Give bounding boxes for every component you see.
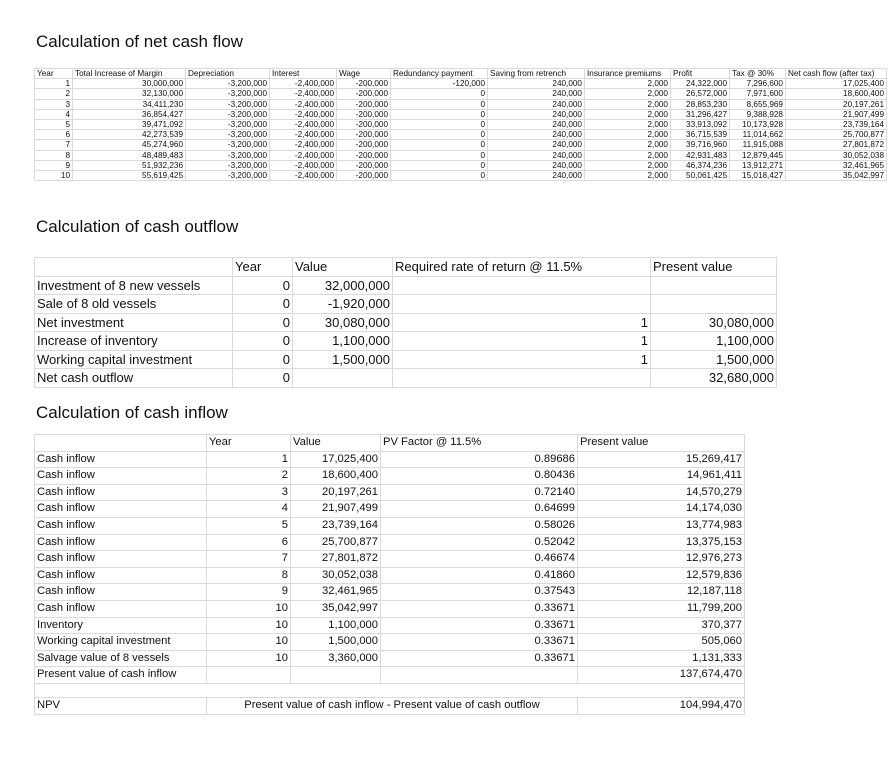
spacer-cell [35,683,745,697]
table-cell: 0.64699 [381,501,578,518]
table-cell: 34,411,230 [73,99,186,109]
table-cell: 1,500,000 [291,634,381,651]
table-cell: 1 [35,79,73,89]
table-cell [381,667,578,684]
table-row [35,567,745,584]
table-cell: 240,000 [488,79,585,89]
column-header: Present value [651,258,777,277]
table-cell: -2,400,000 [270,130,337,140]
table-row [35,551,745,568]
table-cell: 30,052,038 [786,150,887,160]
table-cell: 1,100,000 [293,332,393,351]
table-cell: -1,920,000 [293,295,393,314]
column-header [35,258,233,277]
row-label: Present value of cash inflow [35,667,207,684]
table-cell: 10,173,928 [730,120,786,130]
table-cell: 25,700,877 [786,130,887,140]
table-cell: -200,000 [337,120,391,130]
table-row [35,130,887,140]
table-cell [293,369,393,388]
table-cell: 0.37543 [381,584,578,601]
table-cell [393,276,651,295]
table-cell: 0.58026 [381,517,578,534]
table-cell: 0 [391,160,488,170]
row-label: Cash inflow [35,501,207,518]
table-cell: 18,600,400 [786,89,887,99]
table-cell: 12,976,273 [578,551,745,568]
table-cell: 12,879,445 [730,150,786,160]
table-row [35,584,745,601]
table-row [35,171,887,181]
table-cell: -2,400,000 [270,150,337,160]
table-row [35,451,745,468]
row-label: Investment of 8 new vessels [35,276,233,295]
table-cell: 32,680,000 [651,369,777,388]
table-cell: 9,388,928 [730,109,786,119]
table-cell: 20,197,261 [291,484,381,501]
table-cell: 3 [35,99,73,109]
table-cell: 0.89686 [381,451,578,468]
table-cell: 32,000,000 [293,276,393,295]
table-cell [393,295,651,314]
row-label: Working capital investment [35,634,207,651]
table-row [35,600,745,617]
table-row [35,369,777,388]
table-cell: 3 [207,484,291,501]
table-cell: 6 [207,534,291,551]
row-label: Cash inflow [35,451,207,468]
table-cell: 0.72140 [381,484,578,501]
row-label: Increase of inventory [35,332,233,351]
table-cell: 0 [391,171,488,181]
table-cell: 17,025,400 [786,79,887,89]
table-cell: 2,000 [585,99,671,109]
table-cell: 370,377 [578,617,745,634]
table-cell: 7 [207,551,291,568]
table-cell: 2,000 [585,120,671,130]
table-cell: 15,018,427 [730,171,786,181]
table-cell: -3,200,000 [186,171,270,181]
table-cell: 2,000 [585,109,671,119]
table-cell: 9 [207,584,291,601]
row-label: Cash inflow [35,600,207,617]
table-cell: 30,000,000 [73,79,186,89]
table-cell: -2,400,000 [270,171,337,181]
table-cell: 30,052,038 [291,567,381,584]
table-cell: 42,273,539 [73,130,186,140]
table-cell: 51,932,236 [73,160,186,170]
table-cell: -200,000 [337,79,391,89]
table-cell: 10 [207,600,291,617]
table-cell: 0 [233,369,293,388]
table-cell: -200,000 [337,130,391,140]
row-label: Cash inflow [35,468,207,485]
table-cell: 46,374,236 [671,160,730,170]
table-cell: -120,000 [391,79,488,89]
table-cell: 0 [233,350,293,369]
column-header: Year [207,435,291,452]
table-row [35,89,887,99]
table-cell: -2,400,000 [270,99,337,109]
table-cell: -3,200,000 [186,99,270,109]
table-cell: 2,000 [585,171,671,181]
table-cell: 13,912,271 [730,160,786,170]
table-cell: 11,915,088 [730,140,786,150]
table-cell: -3,200,000 [186,109,270,119]
table-cell [651,295,777,314]
table-cell: 2,000 [585,89,671,99]
table-cell: 0 [233,295,293,314]
table-cell: -2,400,000 [270,140,337,150]
table-cell: 0.80436 [381,468,578,485]
table-cell: 33,913,092 [671,120,730,130]
table-cell: 2,000 [585,79,671,89]
table-cell: 39,716,960 [671,140,730,150]
table-cell: 10 [35,171,73,181]
table-row [35,501,745,518]
table-cell: 35,042,997 [291,600,381,617]
table-cell: 32,461,965 [291,584,381,601]
column-header: Net cash flow (after tax) [786,69,887,79]
table-cell: 1,500,000 [293,350,393,369]
cash-outflow-title: Calculation of cash outflow [36,217,239,236]
column-header: Value [291,435,381,452]
table-row [35,332,777,351]
table-cell: 48,489,483 [73,150,186,160]
table-cell: 0 [391,130,488,140]
table-cell: -200,000 [337,89,391,99]
table-row [35,150,887,160]
table-cell: 31,296,427 [671,109,730,119]
table-cell: 1 [393,313,651,332]
table-cell: 18,600,400 [291,468,381,485]
table-cell: -200,000 [337,171,391,181]
table-cell: 32,461,965 [786,160,887,170]
table-cell: 32,130,000 [73,89,186,99]
table-row [35,617,745,634]
column-header: Profit [671,69,730,79]
table-cell: 7,971,600 [730,89,786,99]
table-cell: 2,000 [585,150,671,160]
table-cell: 26,572,000 [671,89,730,99]
table-cell: 0 [391,120,488,130]
table-cell: -3,200,000 [186,150,270,160]
column-header: Tax @ 30% [730,69,786,79]
cash-inflow-header-row [35,435,745,452]
table-cell: 13,375,153 [578,534,745,551]
table-cell: 28,853,230 [671,99,730,109]
row-label: Salvage value of 8 vessels [35,650,207,667]
table-cell: 8 [35,150,73,160]
table-cell: 24,322,000 [671,79,730,89]
table-cell: 0.52042 [381,534,578,551]
table-cell: 42,931,483 [671,150,730,160]
table-cell: 21,907,499 [786,109,887,119]
column-header: Required rate of return @ 11.5% [393,258,651,277]
table-row [35,140,887,150]
npv-formula: Present value of cash inflow - Present value of cash outflow [207,697,578,714]
column-header: Value [293,258,393,277]
row-label: Cash inflow [35,551,207,568]
table-cell: -3,200,000 [186,160,270,170]
table-cell: 35,042,997 [786,171,887,181]
table-cell: 1 [393,350,651,369]
table-cell: 25,700,877 [291,534,381,551]
table-cell: 27,801,872 [786,140,887,150]
table-cell: 2,000 [585,130,671,140]
column-header: Year [35,69,73,79]
cash-outflow-header-row [35,258,777,277]
table-cell: 2 [207,468,291,485]
table-cell: 0.46674 [381,551,578,568]
net-cash-flow-header-row [35,69,887,79]
table-cell: -2,400,000 [270,89,337,99]
table-cell: 0.33671 [381,600,578,617]
column-header: Saving from retrench [488,69,585,79]
table-row [35,634,745,651]
table-cell: 0.41860 [381,567,578,584]
table-cell: 8,655,969 [730,99,786,109]
column-header: Total Increase of Margin [73,69,186,79]
table-cell: 7,296,600 [730,79,786,89]
table-cell: 0 [391,109,488,119]
table-cell: 1,131,333 [578,650,745,667]
table-cell: -200,000 [337,140,391,150]
table-cell: 9 [35,160,73,170]
table-cell: 8 [207,567,291,584]
table-cell: 10 [207,650,291,667]
column-header: Year [233,258,293,277]
table-row [35,484,745,501]
table-cell: 0 [391,140,488,150]
row-label: Cash inflow [35,584,207,601]
npv-row [35,697,745,714]
table-row [35,517,745,534]
table-cell: 20,197,261 [786,99,887,109]
table-cell: 4 [35,109,73,119]
row-label: Inventory [35,617,207,634]
table-cell: -200,000 [337,160,391,170]
table-row [35,120,887,130]
table-cell: -2,400,000 [270,120,337,130]
table-cell: 23,739,164 [786,120,887,130]
table-cell [393,369,651,388]
table-cell: -2,400,000 [270,160,337,170]
table-cell: 17,025,400 [291,451,381,468]
table-row [35,109,887,119]
table-cell: 5 [207,517,291,534]
table-cell: 6 [35,130,73,140]
table-cell: 12,187,118 [578,584,745,601]
table-cell: 15,269,417 [578,451,745,468]
table-cell: 240,000 [488,140,585,150]
table-row [35,534,745,551]
column-header: Redundancy payment [391,69,488,79]
table-cell: 5 [35,120,73,130]
table-cell: -3,200,000 [186,140,270,150]
table-cell: 1 [393,332,651,351]
column-header: Interest [270,69,337,79]
table-cell: 0 [391,99,488,109]
table-cell: -3,200,000 [186,130,270,140]
table-cell: 240,000 [488,120,585,130]
row-label: Cash inflow [35,517,207,534]
row-label: Working capital investment [35,350,233,369]
row-label: Sale of 8 old vessels [35,295,233,314]
table-cell: 240,000 [488,171,585,181]
table-cell: -3,200,000 [186,79,270,89]
table-row [35,667,745,684]
cash-inflow-title: Calculation of cash inflow [36,403,228,422]
table-row [35,99,887,109]
table-cell [207,667,291,684]
table-row [35,295,777,314]
row-label: Cash inflow [35,534,207,551]
table-cell: 7 [35,140,73,150]
table-cell: 55,619,425 [73,171,186,181]
table-cell: 0 [233,313,293,332]
table-cell: -2,400,000 [270,79,337,89]
table-cell: 0.33671 [381,650,578,667]
table-cell: 0 [391,89,488,99]
table-cell: 240,000 [488,160,585,170]
spacer-row [35,683,745,697]
table-cell: 36,854,427 [73,109,186,119]
column-header: Wage [337,69,391,79]
table-cell: 23,739,164 [291,517,381,534]
table-cell: 50,061,425 [671,171,730,181]
cash-outflow-table [34,257,777,388]
table-cell: 0.33671 [381,617,578,634]
table-cell: 240,000 [488,150,585,160]
column-header: PV Factor @ 11.5% [381,435,578,452]
table-cell: 10 [207,634,291,651]
table-cell: 11,014,662 [730,130,786,140]
table-cell: 39,471,092 [73,120,186,130]
table-cell: -3,200,000 [186,89,270,99]
row-label: Cash inflow [35,484,207,501]
table-cell: 505,060 [578,634,745,651]
table-row [35,650,745,667]
table-row [35,350,777,369]
column-header [35,435,207,452]
table-cell: 2 [35,89,73,99]
table-row [35,468,745,485]
table-cell: 45,274,960 [73,140,186,150]
table-cell: 1,100,000 [291,617,381,634]
column-header: Insurance premiums [585,69,671,79]
table-cell: 240,000 [488,109,585,119]
table-cell: 0.33671 [381,634,578,651]
row-label: Net investment [35,313,233,332]
table-cell: 3,360,000 [291,650,381,667]
table-cell: 14,961,411 [578,468,745,485]
table-cell: 137,674,470 [578,667,745,684]
table-cell [291,667,381,684]
table-cell: -200,000 [337,150,391,160]
table-cell: 240,000 [488,130,585,140]
table-cell: 30,080,000 [293,313,393,332]
table-cell: 12,579,836 [578,567,745,584]
table-cell [651,276,777,295]
table-cell: -200,000 [337,99,391,109]
column-header: Depreciation [186,69,270,79]
table-cell: -200,000 [337,109,391,119]
net-cash-flow-title: Calculation of net cash flow [36,32,243,51]
table-cell: 30,080,000 [651,313,777,332]
table-cell: 4 [207,501,291,518]
table-cell: 14,570,279 [578,484,745,501]
table-cell: 0 [233,332,293,351]
table-row [35,276,777,295]
row-label: Net cash outflow [35,369,233,388]
net-cash-flow-table [34,68,887,181]
table-cell: 240,000 [488,99,585,109]
table-cell: 10 [207,617,291,634]
table-cell: 1,500,000 [651,350,777,369]
table-cell: 240,000 [488,89,585,99]
column-header: Present value [578,435,745,452]
table-cell: -3,200,000 [186,120,270,130]
table-cell: 1,100,000 [651,332,777,351]
table-cell: 11,799,200 [578,600,745,617]
table-row [35,160,887,170]
cash-inflow-table [34,434,745,715]
table-cell: 1 [207,451,291,468]
table-row [35,313,777,332]
table-cell: 36,715,539 [671,130,730,140]
npv-value: 104,994,470 [578,697,745,714]
table-cell: 13,774,983 [578,517,745,534]
table-cell: 27,801,872 [291,551,381,568]
row-label: Cash inflow [35,567,207,584]
table-cell: 14,174,030 [578,501,745,518]
table-row [35,79,887,89]
table-cell: -2,400,000 [270,109,337,119]
table-cell: 21,907,499 [291,501,381,518]
table-cell: 0 [233,276,293,295]
npv-label: NPV [35,697,207,714]
table-cell: 0 [391,150,488,160]
table-cell: 2,000 [585,160,671,170]
table-cell: 2,000 [585,140,671,150]
